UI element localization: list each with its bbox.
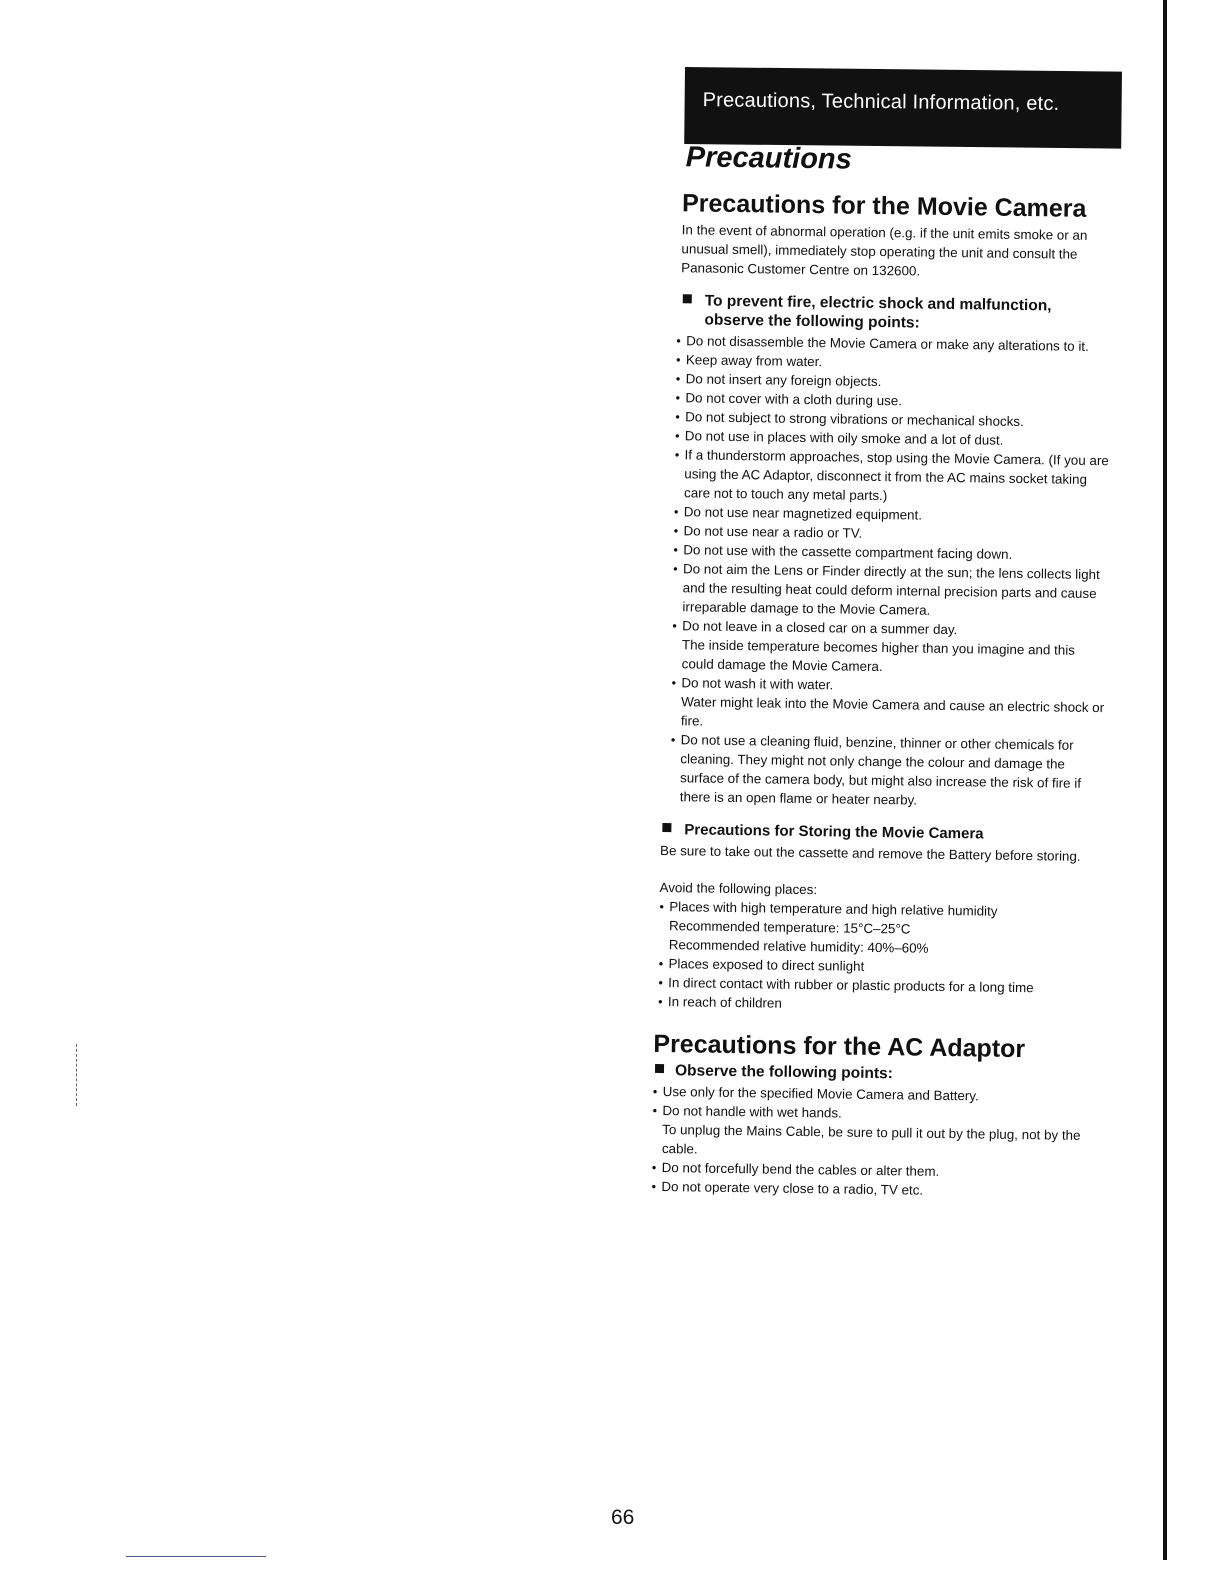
list-item-unplug bbox=[652, 1101, 1103, 1164]
list-item: ● Do not use a cleaning fluid, benzine, thinner or other chemicals for cleaning. They might not only change the colour and damage the surface of the camera body, but might also increase the risk of fire if there is an open flame or heater nearby. bbox=[670, 730, 1108, 812]
movie-camera-list bbox=[657, 331, 1114, 812]
recommended-temperature: Recommended temperature: 15°C–25°C bbox=[668, 918, 911, 937]
water-note: Water might leak into the Movie Camera and cause an electric shock or fire. bbox=[680, 694, 1105, 729]
list-item: ● In direct contact with rubber or plastic products for a long time bbox=[658, 973, 1104, 998]
list-item-text: Places with high temperature and high relative humidity bbox=[669, 899, 998, 919]
scan-artifact-bottom bbox=[126, 1556, 266, 1557]
list-item-text: Do not handle with wet hands. bbox=[662, 1103, 842, 1121]
list-item: ● Do not use in places with oily smoke and a lot of dust. bbox=[675, 426, 1112, 451]
list-item-water bbox=[671, 673, 1109, 736]
car-note: The inside temperature becomes higher than you imagine and this could damage the Movie Camera. bbox=[681, 637, 1076, 675]
page-number: 66 bbox=[611, 1506, 635, 1529]
list-item: ● Use only for the specified Movie Camera and Battery. bbox=[653, 1082, 1103, 1107]
section-banner: Precautions, Technical Information, etc. bbox=[684, 67, 1122, 149]
scan-artifact-left bbox=[76, 1044, 78, 1106]
unplug-note: To unplug the Mains Cable, be sure to pull it out by the plug, not by the cable. bbox=[661, 1122, 1081, 1157]
ac-adaptor-heading: Precautions for the AC Adaptor bbox=[653, 1029, 1026, 1064]
list-item: ● Do not disassemble the Movie Camera or make any alterations to it. bbox=[676, 331, 1113, 356]
recommended-humidity: Recommended relative humidity: 40%–60% bbox=[668, 937, 929, 956]
list-item: ● Keep away from water. bbox=[676, 350, 1113, 375]
observe-subheading: Observe the following points: bbox=[653, 1061, 1103, 1086]
list-item: ● Do not use near a radio or TV. bbox=[673, 521, 1110, 546]
list-item: ● Places exposed to direct sunlight bbox=[658, 954, 1104, 979]
ac-adaptor-list bbox=[651, 1082, 1103, 1202]
list-item: ● If a thunderstorm approaches, stop using the Movie Camera. (If you are using the AC Adaptor, disconnect it from the AC mains socket taking care not to touch any metal parts.) bbox=[674, 445, 1112, 508]
list-item: ● Do not forcefully bend the cables or alter them. bbox=[652, 1158, 1102, 1183]
list-item: ● Do not aim the Lens or Finder directly at the sun; the lens collects light and the resulting heat could deform internal precision parts and cause irreparable damage to the Movie Camera. bbox=[672, 559, 1110, 622]
list-item: ● Do not use near magnetized equipment. bbox=[674, 502, 1111, 527]
list-item: ● Do not cover with a cloth during use. bbox=[675, 388, 1112, 413]
list-item: ● Do not operate very close to a radio, TV etc. bbox=[651, 1177, 1101, 1202]
movie-camera-intro: In the event of abnormal operation (e.g. if the unit emits smoke or an unusual smell), immediately stop operating the unit and consult the Panasonic Customer Centre on 132600. bbox=[681, 222, 1088, 279]
list-item: ● Do not insert any foreign objects. bbox=[676, 369, 1113, 394]
list-item-car bbox=[672, 616, 1110, 679]
content-column bbox=[651, 140, 1116, 1202]
page-title: Precautions bbox=[685, 141, 852, 176]
scan-edge-rule bbox=[1163, 0, 1167, 1560]
list-item: ● In reach of children bbox=[658, 992, 1104, 1017]
movie-camera-heading: Precautions for the Movie Camera bbox=[681, 189, 1087, 223]
list-item-text: Do not wash it with water. bbox=[681, 675, 834, 693]
storing-intro: Be sure to take out the cassette and remove the Battery before storing. bbox=[659, 842, 1081, 864]
storing-heading: Precautions for Storing the Movie Camera bbox=[660, 820, 1106, 845]
avoid-label: Avoid the following places: bbox=[659, 879, 818, 898]
list-item-text: Do not leave in a closed car on a summer day. bbox=[682, 618, 958, 638]
list-item-humidity bbox=[659, 897, 1106, 960]
fire-shock-subheading: To prevent fire, electric shock and malfunction, observe the following points: bbox=[680, 291, 1113, 335]
list-item: ● Do not subject to strong vibrations or mechanical shocks. bbox=[675, 407, 1112, 432]
storing-list bbox=[658, 897, 1106, 1017]
list-item: ● Do not use with the cassette compartment facing down. bbox=[673, 540, 1110, 565]
